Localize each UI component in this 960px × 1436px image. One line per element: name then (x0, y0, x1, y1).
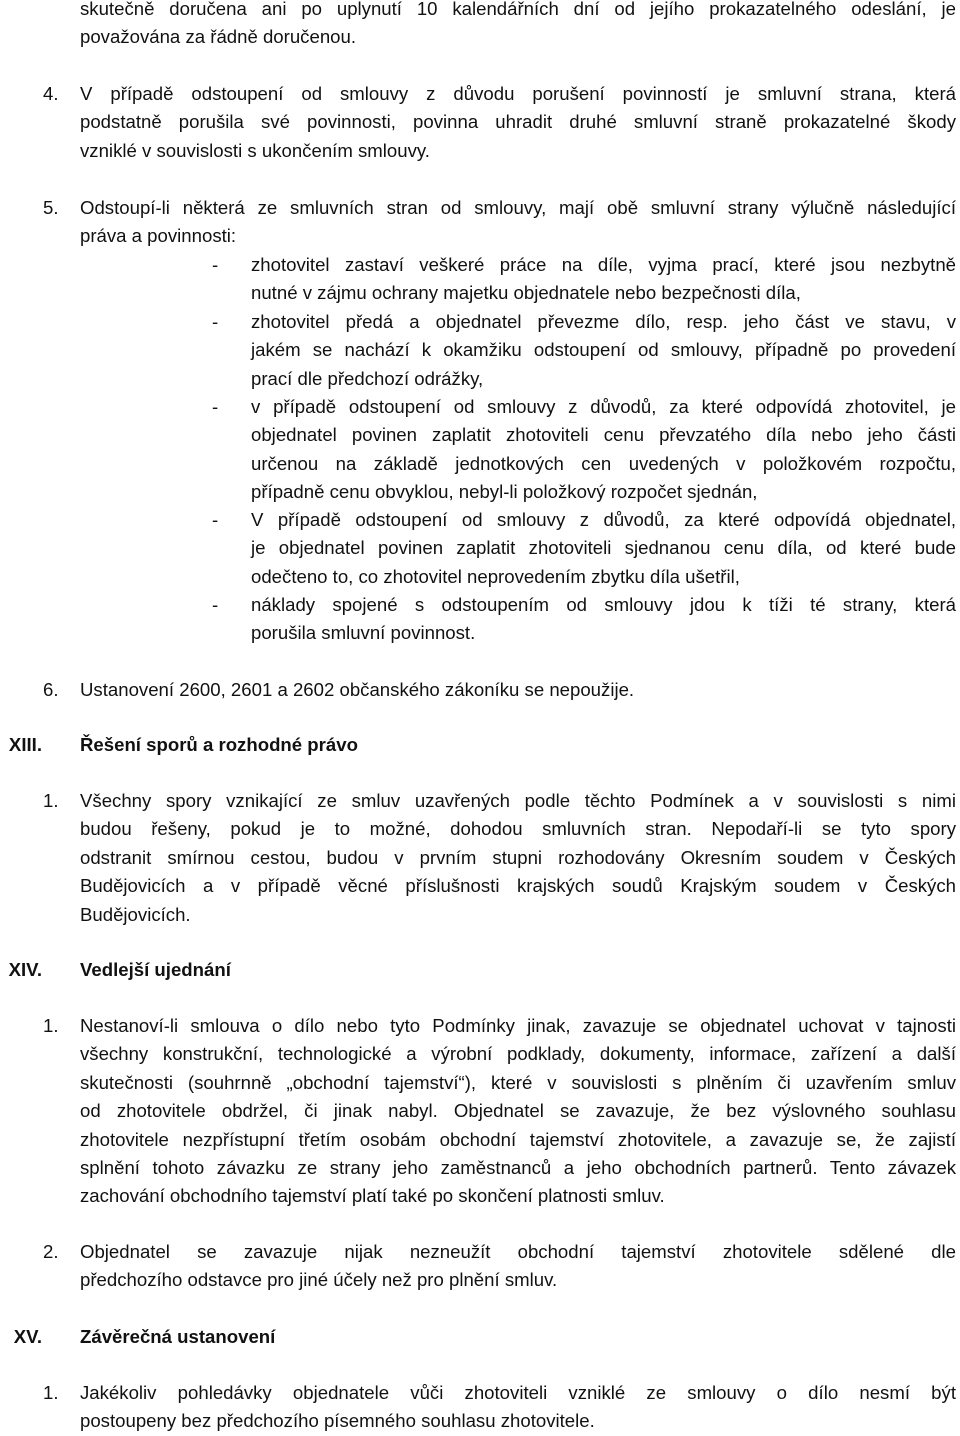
section14-paragraph-2 (80, 1238, 956, 1295)
paragraph-6 (80, 676, 956, 704)
bullet-item (251, 393, 956, 507)
bullet-dash: - (212, 311, 219, 332)
text-line: předchozího odstavce pro jiné účely než pro plnění smluv. (80, 1269, 558, 1291)
section-title: Řešení sporů a rozhodné právo (80, 734, 358, 755)
text-line: Jakékoliv pohledávky objednatele vůči zhotoviteli vzniklé ze smlouvy o dílo nesmí být (80, 1382, 956, 1403)
paragraph-number: 1. (43, 790, 59, 811)
intro-paragraph (80, 0, 956, 52)
text-line: odečteno to, co zhotovitel neprovedením zbytku díla ušetřil, (251, 565, 740, 587)
bullet-item (251, 308, 956, 393)
text-line: objednatel povinen zaplatit zhotoviteli cenu převzatého díla nebo jeho části (251, 424, 956, 446)
paragraph-number: 4. (43, 83, 59, 104)
text-line: Ustanovení 2600, 2601 a 2602 občanského zákoníku se nepoužije. (80, 679, 635, 700)
text-line: skutečnosti (souhrnně „obchodní tajemství“), které v souvislosti s plněním či uzavřením smluv (80, 1071, 956, 1093)
bullet-dash: - (212, 594, 219, 615)
section-number: XIV. (8, 959, 42, 980)
paragraph-number: 1. (43, 1015, 59, 1036)
text-line: všechny konstrukční, technologické a výrobní podklady, dokumenty, informace, zařízení a další (80, 1043, 956, 1065)
bullet-dash: - (212, 254, 219, 275)
text-line: je objednatel povinen zaplatit zhotoviteli sjednanou cenu díla, od které bude (251, 537, 956, 559)
text-line: považována za řádně doručenou. (80, 26, 357, 48)
text-line: od zhotovitele obdržel, či jinak nabyl. Objednatel se zavazuje, že bez výslovného souhlasu (80, 1100, 956, 1122)
bullet-dash: - (212, 396, 219, 417)
text-line: náklady spojené s odstoupením od smlouvy jdou k tíži té strany, která (251, 594, 956, 615)
text-line: jakém se nachází k okamžiku odstoupení od smlouvy, případně po provedení (251, 339, 956, 361)
bullet-item (251, 506, 956, 591)
text-line: Odstoupí-li některá ze smluvních stran od smlouvy, mají obě smluvní strany výlučně následující (80, 197, 956, 218)
section15-paragraph-1 (80, 1379, 956, 1436)
text-line: Nestanoví-li smlouva o dílo nebo tyto Podmínky jinak, zavazuje se objednatel uchovat v tajnosti (80, 1015, 956, 1036)
text-line: V případě odstoupení od smlouvy z důvodů, za které odpovídá objednatel, (251, 509, 956, 530)
text-line: V případě odstoupení od smlouvy z důvodu porušení povinností je smluvní strana, která (80, 83, 956, 104)
bullet-dash: - (212, 509, 219, 530)
section-number: XIII. (8, 734, 42, 755)
text-line: nutné v zájmu ochrany majetku objednatele nebo bezpečnosti díla, (251, 282, 801, 304)
text-line: Objednatel se zavazuje nijak nezneužít obchodní tajemství zhotovitele sdělené dle (80, 1241, 956, 1262)
paragraph-5 (80, 194, 956, 251)
bullet-item (251, 251, 956, 308)
text-line: určenou na základě jednotkových cen uvedených v položkovém rozpočtu, (251, 452, 956, 474)
text-line: podstatně porušila své povinnosti, povinna uhradit druhé smluvní straně prokazatelné škody (80, 111, 956, 133)
paragraph-number: 5. (43, 197, 59, 218)
text-line: splnění tohoto závazku ze strany jeho zaměstnanců a jeho obchodních partnerů. Tento závazek (80, 1157, 956, 1179)
text-line: Budějovicích a v případě věcné příslušnosti krajských soudů Krajským soudem v Českých (80, 875, 956, 897)
section-title: Závěrečná ustanovení (80, 1326, 276, 1347)
paragraph-number: 1. (43, 1382, 59, 1403)
section-number: XV. (13, 1326, 42, 1347)
bullet-item (251, 591, 956, 648)
text-line: budou řešeny, pokud je to možné, dohodou smluvních stran. Nepodaří-li se tyto spory (80, 818, 956, 840)
paragraph-number: 2. (43, 1241, 59, 1262)
text-line: zhotovitele nezpřístupní třetím osobám obchodní tajemství zhotovitele, a zavazuje se, že zajistí (80, 1128, 956, 1150)
text-line: skutečně doručena ani po uplynutí 10 kalendářních dní od jejího prokazatelného odeslání, je (80, 0, 956, 19)
text-line: porušila smluvní povinnost. (251, 622, 476, 644)
section13-paragraph-1 (80, 787, 956, 929)
section14-paragraph-1 (80, 1012, 956, 1211)
text-line: Budějovicích. (80, 903, 191, 925)
text-line: zhotovitel předá a objednatel převezme dílo, resp. jeho část ve stavu, v (251, 311, 956, 332)
text-line: postoupeny bez předchozího písemného souhlasu zhotovitele. (80, 1410, 595, 1432)
text-line: Všechny spory vznikající ze smluv uzavřených podle těchto Podmínek a v souvislosti s nimi (80, 790, 956, 811)
text-line: práva a povinnosti: (80, 225, 237, 247)
text-line: zachování obchodního tajemství platí také po skončení platnosti smluv. (80, 1185, 665, 1207)
text-line: prací dle předchozí odrážky, (251, 367, 484, 389)
text-line: vzniklé v souvislosti s ukončením smlouvy. (80, 139, 430, 161)
text-line: případně cenu obvyklou, nebyl-li položkový rozpočet sjednán, (251, 481, 758, 503)
paragraph-4 (80, 80, 956, 165)
text-line: v případě odstoupení od smlouvy z důvodů, za které odpovídá zhotovitel, je (251, 396, 956, 417)
section-title: Vedlejší ujednání (80, 959, 231, 980)
text-line: odstranit smírnou cestou, budou v prvním stupni rozhodovány Okresním soudem v Českých (80, 846, 956, 868)
paragraph-number: 6. (43, 679, 59, 700)
text-line: zhotovitel zastaví veškeré práce na díle, vyjma prací, které jsou nezbytně (251, 254, 956, 275)
